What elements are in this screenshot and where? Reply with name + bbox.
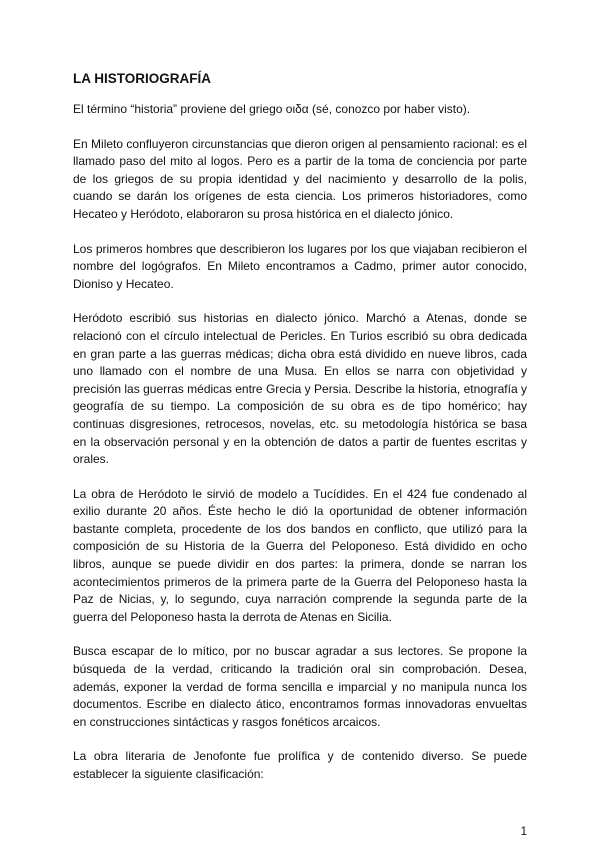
paragraph-jenofonte: La obra literaria de Jenofonte fue prolífica y de contenido diverso. Se puede establecer la siguiente clasificación: (73, 749, 527, 781)
paragraph-tucidides: La obra de Heródoto le sirvió de modelo a Tucídides. En el 424 fue condenado al exilio durante 20 años. Éste hecho le dió la oportunidad de obtener información bastante completa, procedente de los dos bandos en conflicto, que utilizó para la composición de su Historia de la Guerra del Peloponeso. Está dividido en ocho libros, aunque se puede dividir en dos partes: la primera, donde se narran los acontecimientos primeros de la primera parte de la Guerra del Peloponeso hasta la Paz de Nicias, y, lo segundo, cuya narración comprende la segunda parte de la guerra del Peloponeso hasta la derrota de Atenas en Sicilia. (73, 486, 527, 624)
paragraph-verdad: Busca escapar de lo mítico, por no buscar agradar a sus lectores. Se propone la búsqueda de la verdad, criticando la tradición oral sin comprobación. Desea, además, exponer la verdad de forma sencilla e imparcial y no manipula nunca los documentos. Escribe en dialecto ático, encontramos formas innovadoras envueltas en construcciones sintácticas y rasgos fonéticos arcaicos. (73, 644, 527, 729)
paragraph-logografos: Los primeros hombres que describieron los lugares por los que viajaban recibieron el nombre del logógrafos. En Mileto encontramos a Cadmo, primer autor conocido, Dioniso y Hecateo. (73, 241, 527, 291)
document-body (73, 70, 527, 801)
paragraph-mileto: En Mileto confluyeron circunstancias que dieron origen al pensamiento racional: es el llamado paso del mito al logos. Pero es a partir de la toma de conciencia por parte de los griegos de su propia identidad y del nacimiento y desarrollo de la polis, cuando se darán los orígenes de esta ciencia. Los primeros historiadores, como Hecateo y Heródoto, elaboraron su prosa histórica en el dialecto jónico. (73, 136, 527, 221)
document-title: LA HISTORIOGRAFÍA (73, 71, 211, 86)
paragraph-herodoto: Heródoto escribió sus historias en dialecto jónico. Marchó a Atenas, donde se relacionó con el círculo intelectual de Pericles. En Turios escribió su obra dedicada en gran parte a las guerras médicas; dicha obra está dividido en nueve libros, cada uno llamado con el nombre de una Musa. En ellos se narra con objetividad y precisión las guerras médicas entre Grecia y Persia. Describe la historia, etnografía y geografía de su tiempo. La composición de su obra es de tipo homérico; hay continuas disgresiones, retrocesos, novelas, etc. su metodología histórica se basa en la observación personal y en la obtención de datos a partir de fuentes escritas y orales. (73, 311, 527, 467)
page-number: 1 (520, 826, 527, 838)
paragraph-etymology: El término “historia” proviene del griego οιδα (sé, conozco por haber visto). (73, 102, 471, 116)
